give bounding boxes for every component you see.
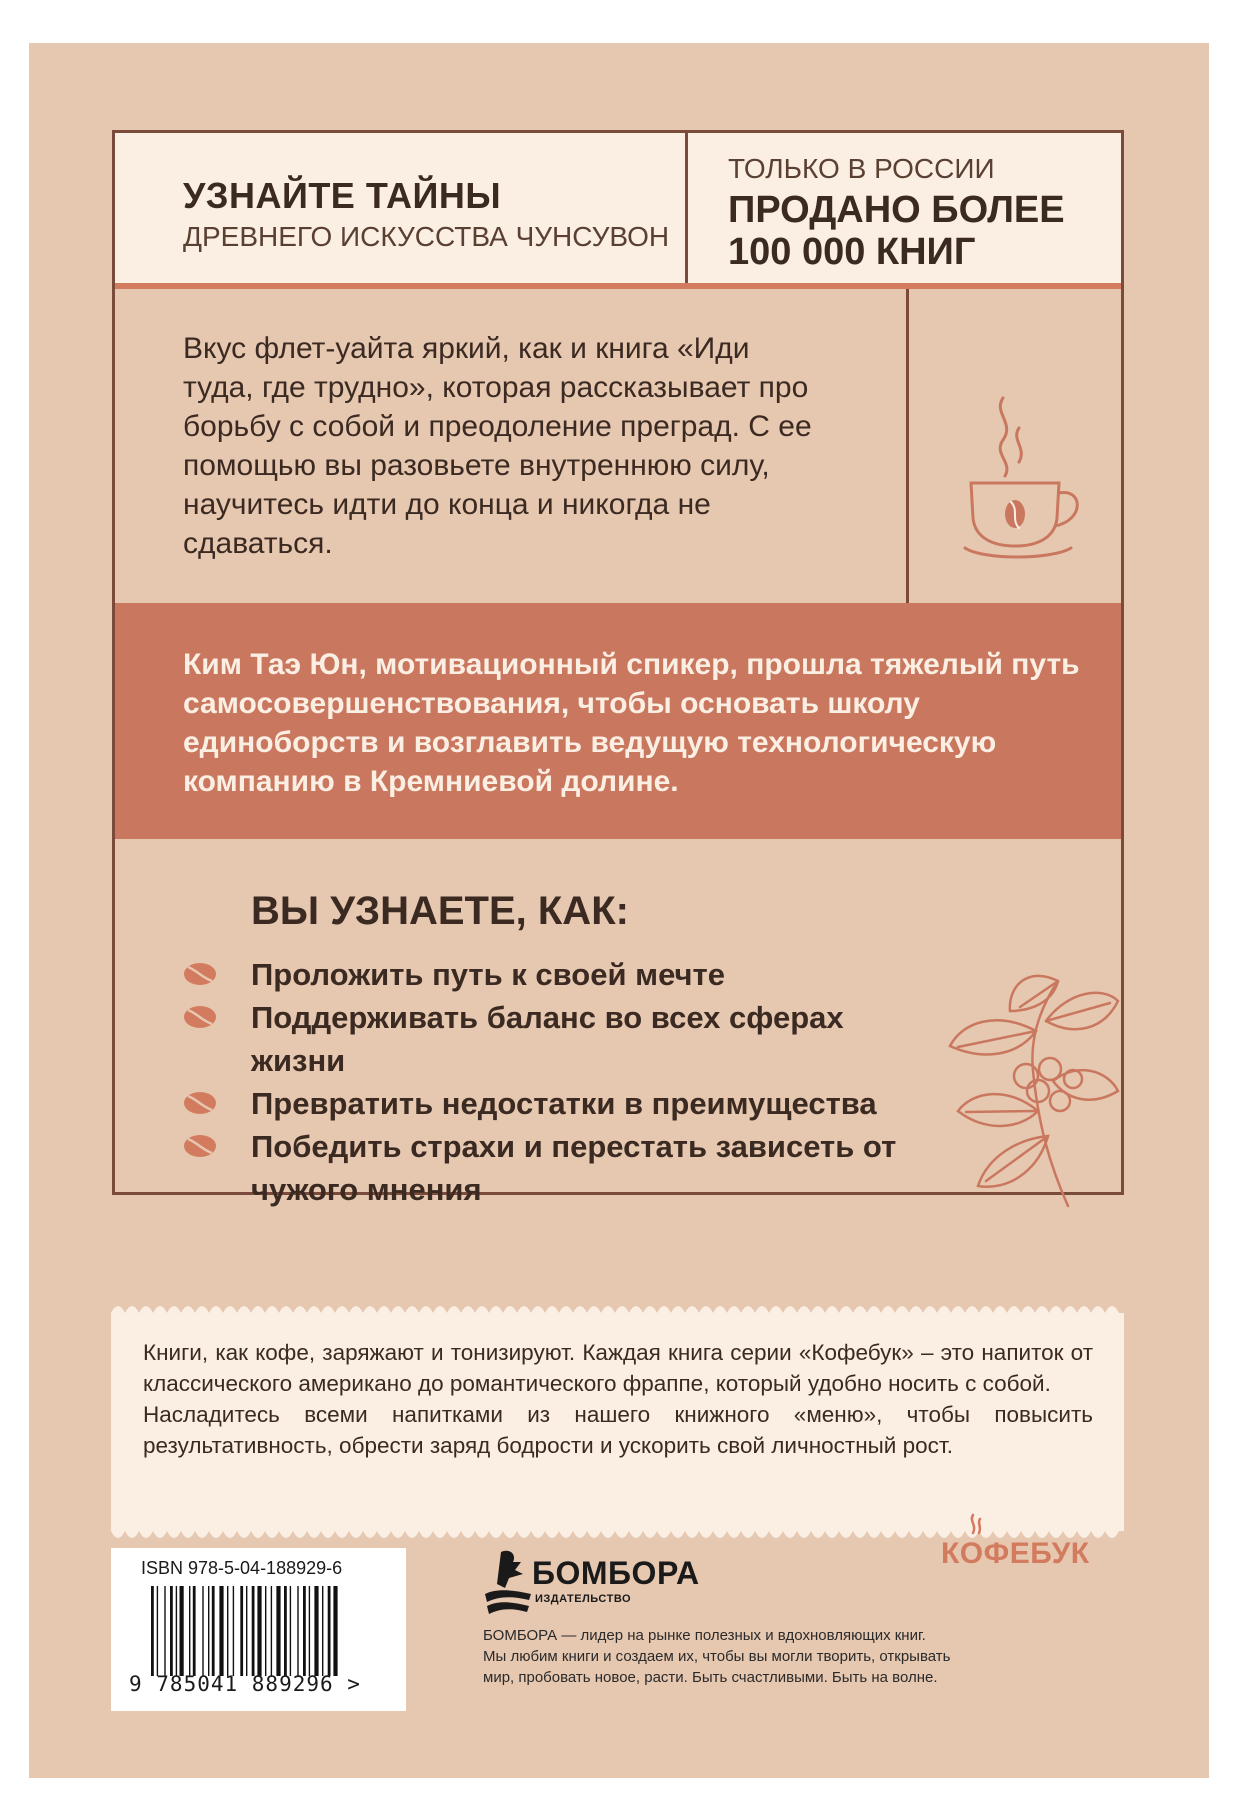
list-item (183, 953, 943, 996)
barcode-bar (202, 1586, 203, 1676)
barcode-bar (151, 1586, 154, 1676)
series-text-2: Насладитесь всеми напитками из нашего книжного «меню», чтобы повысить результативность, обрести заряд бодрости и ускорить свой личностный рост. (143, 1402, 1093, 1458)
barcode-bar (314, 1586, 318, 1676)
header-subtitle: ДРЕВНЕГО ИСКУССТВА ЧУНСУВОН (183, 221, 670, 252)
steam-icon (963, 1513, 989, 1539)
main-panel (112, 130, 1124, 1207)
barcode-bar (227, 1586, 228, 1676)
barcode-bar (333, 1586, 337, 1676)
ticket-top-edge (111, 1299, 1124, 1313)
list-item-text: Поддерживать баланс во всех сферах жизни (251, 1000, 844, 1078)
list-item-text: Проложить путь к своей мечте (251, 957, 725, 992)
barcode-bar (176, 1586, 177, 1676)
coffee-branch-icon (938, 961, 1124, 1211)
barcode-bar (252, 1586, 255, 1676)
barcode-bar (257, 1586, 261, 1676)
coffee-bean-icon (183, 961, 217, 987)
barcode-bar (189, 1586, 190, 1676)
list-item-text: Победить страхи и перестать зависеть от чужого мнения (251, 1129, 897, 1207)
book-blurb: Вкус флет-уайта яркий, как и книга «Иди туда, где трудно», которая рассказывает про борьбу с собой и преодоление преград. С ее помощью вы разовьете внутреннюю силу, научитесь идти до конца и никогда не сдаваться. (183, 332, 812, 560)
list-item (183, 996, 943, 1082)
barcode-bar (309, 1586, 310, 1676)
list-item-text: Превратить недостатки в преимущества (251, 1086, 877, 1121)
list-item (183, 1082, 943, 1125)
sales-region: ТОЛЬКО В РОССИИ (728, 153, 995, 184)
series-logo-text: КОФЕБУК (941, 1537, 1090, 1570)
coffee-bean-icon (183, 1004, 217, 1030)
barcode-digits: 9 785041 889296 > (129, 1672, 361, 1696)
barcode-bar (246, 1586, 247, 1676)
barcode-bar (284, 1586, 287, 1676)
series-logo (941, 1513, 1131, 1569)
header-right (688, 133, 1121, 283)
publisher-description: БОМБОРА — лидер на рынке полезных и вдохновляющих книг. Мы любим книги и создаем их, чтобы вы могли творить, открывать мир, пробовать новое, расти. Быть счастливыми. Быть на волне. (483, 1627, 951, 1686)
header-left (115, 133, 688, 283)
barcode-bar (290, 1586, 291, 1676)
series-text-1: Книги, как кофе, заряжают и тонизируют. Каждая книга серии «Кофебук» – это напиток от классического американо до романтического фраппе, который удобно носить с собой. (143, 1340, 1093, 1396)
publisher-name: БОМБОРА (532, 1555, 700, 1591)
learn-title: ВЫ УЗНАЕТЕ, КАК: (251, 889, 629, 933)
barcode-bar (208, 1586, 209, 1676)
barcode-bar (164, 1586, 165, 1676)
barcode-bar (170, 1586, 173, 1676)
header-accent-line (115, 283, 1121, 289)
barcode-bar (219, 1586, 223, 1676)
coffee-bean-icon (183, 1133, 217, 1159)
sales-count: ПРОДАНО БОЛЕЕ 100 000 КНИГ (728, 189, 1065, 273)
barcode-bar (265, 1586, 266, 1676)
vertical-divider (906, 289, 909, 603)
barcode-bar (276, 1586, 280, 1676)
barcode-bar (303, 1586, 306, 1676)
barcode-bar (180, 1586, 184, 1676)
series-description (143, 1337, 1093, 1461)
isbn-label: ISBN 978-5-04-188929-6 (141, 1558, 343, 1578)
barcode-bar (271, 1586, 272, 1676)
barcode-bar (157, 1586, 158, 1676)
book-back-cover (29, 43, 1209, 1778)
barcode-bar (240, 1586, 243, 1676)
author-band (115, 603, 1121, 839)
barcode-bar (297, 1586, 298, 1676)
barcode-bar (328, 1586, 331, 1676)
barcode-bar (233, 1586, 234, 1676)
author-bio: Ким Таэ Юн, мотивационный спикер, прошла тяжелый путь самосовершенствования, чтобы основать школу единоборств и возглавить ведущую технологическую компанию в Кремниевой долине. (183, 648, 1080, 798)
publisher-sub: ИЗДАТЕЛЬСТВО (535, 1593, 632, 1605)
barcode (151, 1586, 383, 1676)
barcode-bar (212, 1586, 215, 1676)
header-title: УЗНАЙТЕ ТАЙНЫ (183, 175, 502, 216)
series-ticket (111, 1313, 1124, 1531)
coffee-cup-icon (963, 388, 1093, 568)
barcode-bar (193, 1586, 196, 1676)
learn-list (183, 953, 943, 1211)
coffee-bean-icon (183, 1090, 217, 1116)
list-item (183, 1125, 943, 1211)
barcode-box (111, 1548, 406, 1711)
barcode-bar (322, 1586, 323, 1676)
publisher-logo-icon (483, 1548, 533, 1616)
